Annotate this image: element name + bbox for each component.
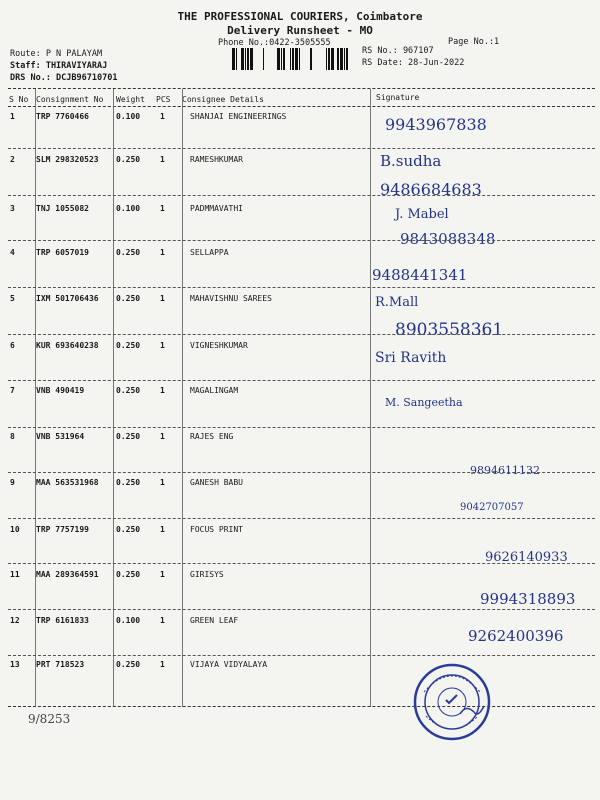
row-consignment-no: TRP 7757199: [36, 525, 89, 534]
row-divider: [8, 287, 595, 288]
row-signature-phone: 9843088348: [400, 230, 496, 248]
phone-number: Phone No.:0422-3505555: [218, 38, 331, 48]
row-consignee: VIJAYA VIDYALAYA: [190, 660, 268, 669]
row-consignment-no: VNB 490419: [36, 386, 85, 395]
row-divider: [8, 334, 595, 335]
row-weight: 0.100: [116, 616, 141, 625]
row-signature: 9626140933: [485, 550, 568, 565]
row-sno: 8: [10, 432, 15, 441]
row-divider: [8, 380, 595, 381]
row-weight: 0.250: [116, 386, 141, 395]
route: Route: P N PALAYAM: [10, 49, 103, 59]
row-consignee: RAJES ENG: [190, 432, 234, 441]
row-sno: 6: [10, 341, 15, 350]
row-signature-phone: 9042707057: [460, 502, 524, 513]
row-divider: [8, 518, 595, 519]
row-sno: 1: [10, 112, 15, 121]
row-sno: 12: [10, 616, 20, 625]
col-pcs: PCS: [156, 95, 171, 104]
row-signature: Sri Ravith: [375, 350, 447, 366]
row-consignment-no: MAA 289364591: [36, 570, 99, 579]
row-signature: M. Sangeetha: [385, 396, 463, 409]
row-weight: 0.100: [116, 204, 141, 213]
rs-number: RS No.: 967107: [362, 46, 434, 56]
row-consignee: MAGALINGAM: [190, 386, 239, 395]
row-pcs: 1: [160, 525, 165, 534]
row-consignee: VIGNESHKUMAR: [190, 341, 248, 350]
row-signature-phone: 8903558361: [395, 320, 504, 340]
row-sno: 13: [10, 660, 20, 669]
row-weight: 0.250: [116, 248, 141, 257]
row-signature: 9943967838: [385, 115, 487, 134]
row-consignee: MAHAVISHNU SAREES: [190, 294, 272, 303]
drs-number: DRS No.: DCJB96710701: [10, 73, 118, 83]
row-pcs: 1: [160, 248, 165, 257]
row-divider: [8, 427, 595, 428]
row-pcs: 1: [160, 432, 165, 441]
row-consignment-no: TRP 7760466: [36, 112, 89, 121]
row-signature: J. Mabel: [395, 207, 449, 222]
company-name: THE PROFESSIONAL COURIERS, Coimbatore: [177, 10, 423, 23]
row-pcs: 1: [160, 616, 165, 625]
row-signature: 9262400396: [468, 627, 564, 645]
row-consignee: RAMESHKUMAR: [190, 155, 243, 164]
row-weight: 0.250: [116, 570, 141, 579]
staff: Staff: THIRAVIYARAJ: [10, 61, 108, 71]
row-signature: 9894611132: [470, 464, 540, 477]
rs-date: RS Date: 28-Jun-2022: [362, 58, 465, 68]
row-consignment-no: SLM 298320523: [36, 155, 99, 164]
row-signature-phone: 9486684683: [380, 180, 482, 199]
row-weight: 0.250: [116, 660, 141, 669]
row-weight: 0.250: [116, 294, 141, 303]
row-consignee: SELLAPPA: [190, 248, 229, 257]
row-consignee: SHANJAI ENGINEERINGS: [190, 112, 287, 121]
row-divider: [8, 563, 595, 564]
row-consignee: GREEN LEAF: [190, 616, 239, 625]
barcode-image: [232, 48, 352, 70]
row-consignment-no: KUR 693640238: [36, 341, 99, 350]
row-pcs: 1: [160, 112, 165, 121]
row-pcs: 1: [160, 204, 165, 213]
row-sno: 2: [10, 155, 15, 164]
row-sno: 11: [10, 570, 20, 579]
row-weight: 0.100: [116, 112, 141, 121]
row-pcs: 1: [160, 294, 165, 303]
company-stamp: [412, 662, 492, 742]
footer-handwritten-note: 9/8253: [28, 712, 71, 726]
row-signature: 9994318893: [480, 590, 576, 608]
row-consignee: FOCUS PRINT: [190, 525, 243, 534]
row-pcs: 1: [160, 341, 165, 350]
row-pcs: 1: [160, 386, 165, 395]
row-signature: 9488441341: [372, 266, 468, 284]
row-divider: [8, 148, 595, 149]
col-consignment: Consignment No: [36, 95, 104, 104]
row-sno: 3: [10, 204, 15, 213]
row-weight: 0.250: [116, 155, 141, 164]
row-consignment-no: IXM 501706436: [36, 294, 99, 303]
row-weight: 0.250: [116, 432, 141, 441]
page-number: Page No.:1: [448, 37, 500, 47]
row-pcs: 1: [160, 570, 165, 579]
row-divider: [8, 472, 595, 473]
row-signature: B.sudha: [380, 152, 442, 170]
row-pcs: 1: [160, 660, 165, 669]
row-consignment-no: PRT 718523: [36, 660, 85, 669]
row-consignment-no: MAA 563531968: [36, 478, 99, 487]
row-divider: [8, 195, 595, 196]
row-consignment-no: TRP 6161833: [36, 616, 89, 625]
row-weight: 0.250: [116, 478, 141, 487]
row-consignee: PADMMAVATHI: [190, 204, 243, 213]
row-pcs: 1: [160, 155, 165, 164]
row-divider: [8, 240, 595, 241]
row-weight: 0.250: [116, 341, 141, 350]
col-weight: Weight: [116, 95, 145, 104]
row-consignment-no: TRP 6057019: [36, 248, 89, 257]
row-consignment-no: TNJ 1055082: [36, 204, 89, 213]
row-consignee: GANESH BABU: [190, 478, 243, 487]
col-signature: Signature: [376, 93, 420, 102]
row-divider: [8, 609, 595, 610]
row-consignee: GIRISYS: [190, 570, 224, 579]
row-sno: 7: [10, 386, 15, 395]
row-signature: R.Mall: [375, 295, 419, 310]
row-consignment-no: VNB 531964: [36, 432, 85, 441]
row-divider: [8, 655, 595, 656]
row-sno: 10: [10, 525, 20, 534]
row-pcs: 1: [160, 478, 165, 487]
col-sno: S No: [9, 95, 29, 104]
sheet-title: Delivery Runsheet - MO: [227, 24, 373, 37]
row-sno: 9: [10, 478, 15, 487]
row-sno: 4: [10, 248, 15, 257]
col-consignee: Consignee Details: [182, 95, 264, 104]
row-weight: 0.250: [116, 525, 141, 534]
row-sno: 5: [10, 294, 15, 303]
